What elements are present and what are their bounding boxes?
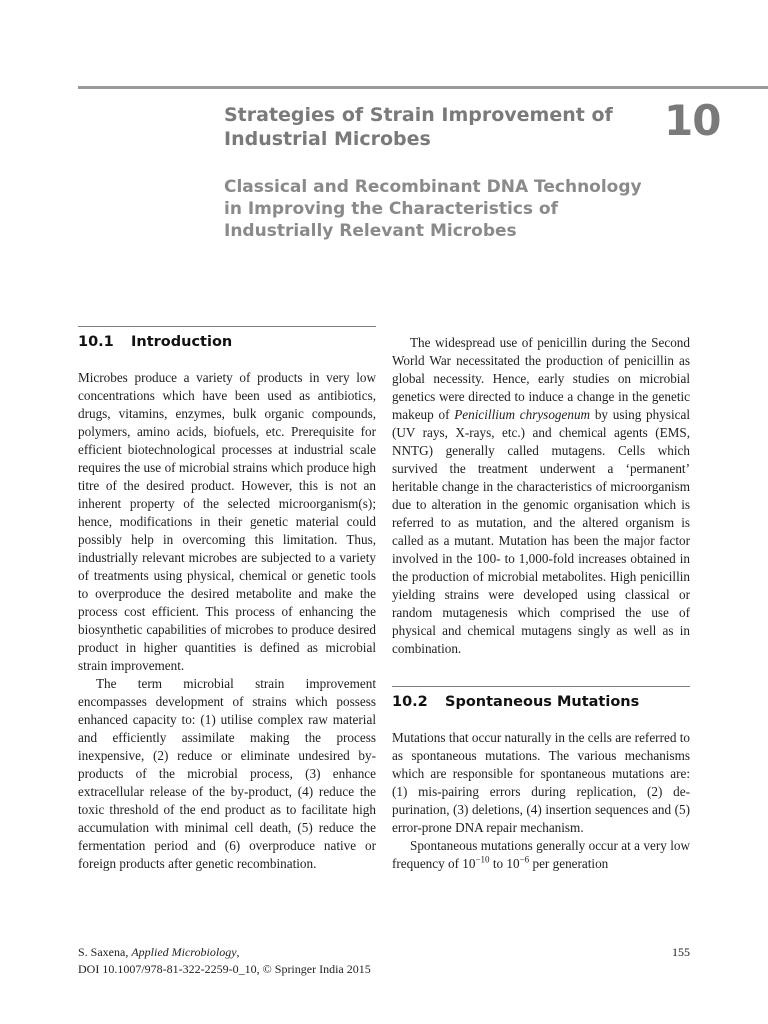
chapter-number: 10 [664,96,721,145]
footer-comma: , [236,945,240,959]
section-title: Spontaneous Mutations [445,694,640,710]
species-name: Penicillium chrysogenum [454,407,591,422]
section-number: 10.1 [78,334,114,350]
page-number: 155 [672,945,690,959]
penicillin-text-2: by using physical (UV rays, X-rays, etc.) and chemical agents (EMS, NNTG) generally called mutagens. Cells which survived the treatment underwent a ‘permanent’ heritable change in the characteristics of microorganism due to alteration in the genomic organisation which is referred to as mutation, and the altered organism is called as a mutant. Mutation has been the major factor involved in the 100- to 1,000-fold increases obtained in the production of microbial metabolites. High penicillin yielding strains were developed using classical or random mutagenesis which comprised the use of physical and chemical mutagens singly as well as in combination. [392,407,691,656]
right-column [392,334,690,873]
footer-citation [78,944,371,978]
footer-book-title: Applied Microbiology [131,945,237,959]
intro-paragraph-2: The term microbial strain improvement encompasses development of strains which possess enhanced capacity to: (1) utilise complex raw material and efficiently assimilate making the process inexpensive, (2) reduce or eliminate undesired by-products of the microbial process, (3) enhance extracellular release of the by-product, (4) reduce the toxic threshold of the end product as to facilitate high accumulation with minimal cell death, (5) reduce the fermentation period and (6) overproduce native or foreign products after genetic recombination. [78,676,376,871]
left-column [78,326,376,873]
section-heading-spontaneous-mutations [392,693,690,711]
intro-paragraph-1: Microbes produce a variety of products in very low concentrations which have been used as antibiotics, drugs, vitamins, enzymes, bulk organic compounds, polymers, amino acids, biofuels, etc. Prerequisite for efficient biotechnological processes at industrial scale requires the use of microbial strains which produce high titre of the desired product. However, this is not an inherent property of the selected microorganism(s); hence, modifications in their genetic material could possibly help in overcoming this limitation. Thus, industrially relevant microbes are subjected to a variety of treatments using physical, chemical or genetic tools to overproduce the desired metabolite and make the process cost efficient. This process of enhancing the biosynthetic capabilities of microbes to produce desired product in higher quantities is defined as microbial strain improvement. [78,370,376,673]
chapter-subtitle: Classical and Recombinant DNA Technology in Improving the Characteristics of Industrially Relevant Microbes [224,177,642,241]
section-heading-introduction [78,333,376,351]
footer-author-line [78,944,371,961]
mutations-paragraph-1: Mutations that occur naturally in the cells are referred to as spontaneous mutations. The various mechanisms which are responsible for spontaneous mutations are: (1) mis-pairing errors during replication, (2) de-purination, (3) deletions, (4) insertion sequences and (5) error-prone DNA repair mechanism. [392,730,690,835]
mutations-paragraph-2 [392,837,690,873]
footer-doi: DOI 10.1007/978-81-322-2259-0_10, © Springer India 2015 [78,962,371,976]
penicillin-text-1: The widespread use of penicillin during the Second World War necessitated the production of penicillin as global necessity. Hence, early studies on microbial genetics were directed to induce a change in the genetic makeup of [392,335,690,422]
section-number: 10.2 [392,694,428,710]
footer-author: S. Saxena, [78,945,132,959]
penicillin-paragraph [392,334,690,658]
top-rule [78,86,768,89]
section-title: Introduction [131,334,233,350]
section-rule [392,686,690,687]
exponent-1: −10 [475,854,490,865]
exponent-2: −6 [519,854,530,865]
section-rule [78,326,376,327]
chapter-title: Strategies of Strain Improvement of Industrial Microbes [224,104,613,150]
mutation-frequency-text-2: to 10 [489,856,520,871]
mutation-frequency-text-3: per generation [529,856,609,871]
mutation-frequency-text-1: Spontaneous mutations generally occur at a very low frequency of 10 [392,838,690,871]
